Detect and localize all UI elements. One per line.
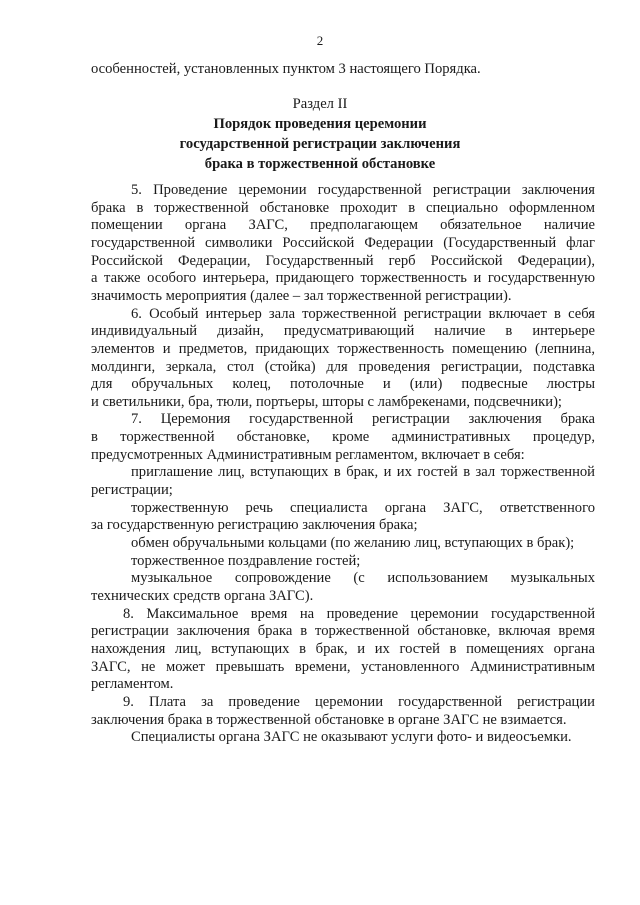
text-line: и светильники, бра, тюли, портьеры, шторы с ламбрекенами, подсвечники); [91,393,562,410]
text-line: помещении органа ЗАГС, предполагающем обязательное наличие [91,217,595,234]
section-label: Раздел II [292,96,348,112]
text-line: государственной символики Российской Федерации (Государственный флаг [91,234,595,251]
text-line: нахождения лиц, вступающих в брак, и их гостей в помещениях органа [91,640,595,657]
text-line: регламентом. [91,676,174,693]
text-line: 6. Особый интерьер зала торжественной регистрации включает в себя [131,305,595,322]
text-line: 8. Максимальное время на проведение церемонии государственной [123,605,595,622]
text-line: 9. Плата за проведение церемонии государственной регистрации [123,693,595,710]
text-line: индивидуальный дизайн, предусматривающий наличие в интерьере [91,323,595,340]
text-line: торжественную речь специалиста органа ЗАГС, ответственного [131,499,595,516]
text-line: ЗАГС, не может превышать времени, установленного Административным [91,658,595,675]
text-line: торжественное поздравление гостей; [131,552,361,569]
text-line: заключения брака в торжественной обстановке в органе ЗАГС не взимается. [91,711,567,728]
text-line: а также особого интерьера, придающего торжественность и государственную [91,270,595,287]
section-heading [0,94,640,174]
text-line: технических средств органа ЗАГС). [91,588,314,604]
section-title-line: Порядок проведения церемонии [213,116,427,132]
section-title-line: брака в торжественной обстановке [204,156,436,172]
text-line: регистрации заключения брака в торжественной обстановке, включая время [91,623,595,640]
text-line: брака в торжественной обстановке проходит в специально оформленном [91,199,595,216]
text-line: обмен обручальными кольцами (по желанию лиц, вступающих в брак); [131,535,575,551]
text-line: регистрации; [91,482,173,498]
page-number: 2 [316,33,324,48]
text-line: в торжественной обстановке, кроме административных процедур, [91,429,595,446]
text-line: 5. Проведение церемонии государственной регистрации заключения [131,182,595,198]
text-line: за государственную регистрацию заключения брака; [91,517,418,534]
text-line: музыкальное сопровождение (с использованием музыкальных [131,570,595,587]
intro-line: особенностей, установленных пунктом 3 настоящего Порядка. [91,61,481,77]
text-line: для обручальных колец, потолочные и (или) подвесные люстры [91,376,595,393]
text-line: молдинги, зеркала, стол (стойка) для проведения регистрации, подставка [91,358,595,375]
section-title-line: государственной регистрации заключения [179,136,461,152]
text-line: приглашение лиц, вступающих в брак, и их гостей в зал торжественной [131,464,595,481]
text-line: 7. Церемония государственной регистрации заключения брака [131,411,595,428]
text-line: Специалисты органа ЗАГС не оказывают услуги фото- и видеосъемки. [131,729,572,746]
text-line: Российской Федерации, Государственный герб Российской Федерации), [91,252,595,269]
text-line: предусмотренных Административным регламентом, включает в себя: [91,446,525,463]
text-line: значимость мероприятия (далее – зал торжественной регистрации). [91,287,512,304]
text-line: элементов и предметов, придающих торжественность помещению (лепнина, [91,340,595,357]
